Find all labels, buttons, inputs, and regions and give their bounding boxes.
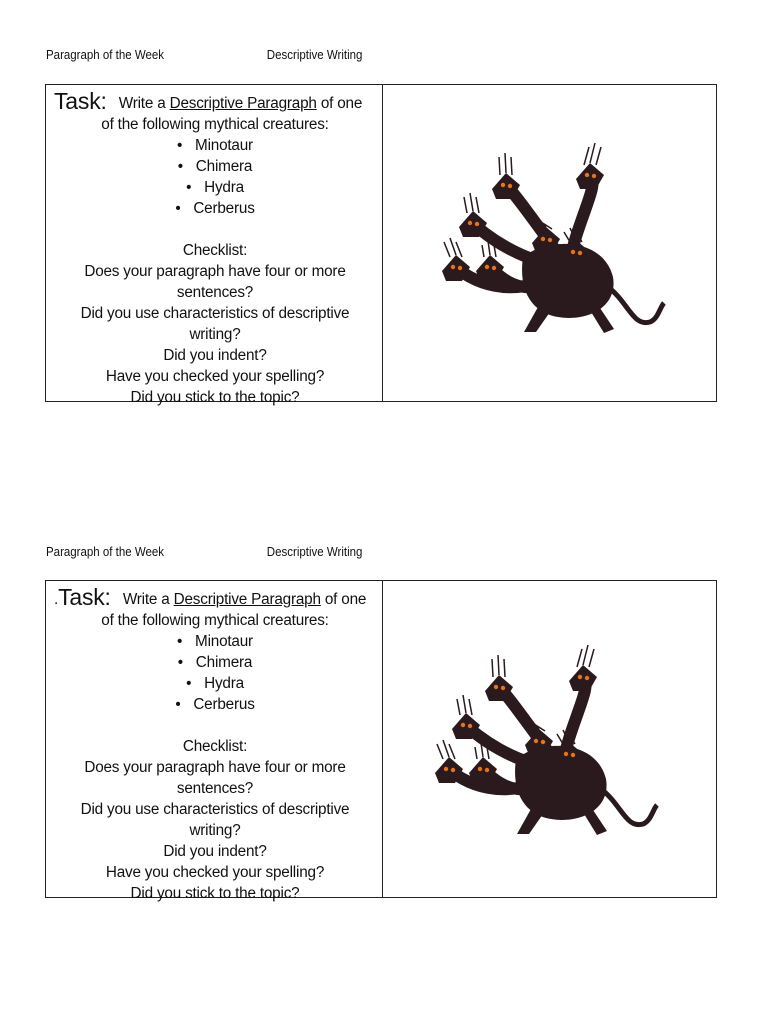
task-card-1	[45, 84, 717, 406]
task-text-cell	[46, 581, 383, 902]
list-item	[54, 198, 376, 219]
creature-name: Cerberus	[193, 696, 255, 713]
bullet-icon: •	[175, 200, 181, 217]
task-intro: Write a	[118, 95, 166, 112]
checklist-line: Did you indent?	[163, 347, 267, 364]
page-header-1	[46, 48, 363, 68]
creature-name: Chimera	[195, 654, 253, 671]
list-item	[54, 673, 376, 694]
checklist-line: sentences?	[176, 284, 254, 301]
header-title: Paragraph of the Week	[46, 545, 165, 559]
list-item	[54, 156, 376, 177]
list-item	[54, 652, 376, 673]
creature-name: Hydra	[204, 675, 244, 692]
task-rest-line: of the following mythical creatures:	[101, 612, 329, 629]
header-subject: Descriptive Writing	[266, 48, 363, 62]
checklist-line: Does your paragraph have four or more	[84, 759, 346, 776]
task-prefix: .	[54, 591, 59, 608]
list-item	[54, 177, 376, 198]
checklist-line: Have you checked your spelling?	[105, 368, 325, 385]
checklist-title: Checklist:	[182, 242, 248, 259]
checklist-line: Have you checked your spelling?	[105, 864, 325, 881]
bullet-icon: •	[177, 158, 183, 175]
bullet-icon: •	[186, 179, 192, 196]
list-item	[54, 135, 376, 156]
task-rest: of one	[324, 591, 367, 608]
task-link-text: Descriptive Paragraph	[173, 591, 321, 608]
checklist-line: Did you use characteristics of descriptive writing?	[80, 801, 350, 839]
task-card-2	[45, 580, 717, 902]
header-subject: Descriptive Writing	[266, 545, 363, 559]
creature-list	[54, 135, 376, 219]
header-title: Paragraph of the Week	[46, 48, 165, 62]
task-word: Task:	[54, 88, 107, 114]
checklist-line: sentences?	[176, 780, 254, 797]
creature-list	[54, 631, 376, 715]
task-text-cell	[46, 85, 383, 406]
creature-name: Minotaur	[195, 633, 253, 650]
page-header-2	[46, 545, 363, 565]
bullet-icon: •	[177, 633, 183, 650]
task-line	[54, 584, 376, 610]
hydra-illustration	[421, 629, 661, 844]
image-cell	[383, 85, 716, 401]
task-rest-line: of the following mythical creatures:	[101, 116, 329, 133]
bullet-icon: •	[177, 654, 183, 671]
creature-name: Hydra	[204, 179, 244, 196]
checklist-title: Checklist:	[182, 738, 248, 755]
creature-name: Cerberus	[193, 200, 255, 217]
checklist-line: Did you stick to the topic?	[130, 389, 300, 406]
task-rest: of one	[320, 95, 363, 112]
creature-name: Minotaur	[195, 137, 253, 154]
task-link-text: Descriptive Paragraph	[169, 95, 317, 112]
task-word: Task:	[58, 584, 111, 610]
bullet-icon: •	[177, 137, 183, 154]
checklist-line: Does your paragraph have four or more	[84, 263, 346, 280]
bullet-icon: •	[186, 675, 192, 692]
list-item	[54, 631, 376, 652]
checklist-line: Did you stick to the topic?	[130, 885, 300, 902]
image-cell	[383, 581, 716, 897]
creature-name: Chimera	[195, 158, 253, 175]
task-intro: Write a	[122, 591, 170, 608]
bullet-icon: •	[175, 696, 181, 713]
checklist-line: Did you use characteristics of descriptive writing?	[80, 305, 350, 343]
task-line	[54, 88, 376, 114]
checklist-line: Did you indent?	[163, 843, 267, 860]
hydra-illustration	[428, 127, 668, 342]
list-item	[54, 694, 376, 715]
